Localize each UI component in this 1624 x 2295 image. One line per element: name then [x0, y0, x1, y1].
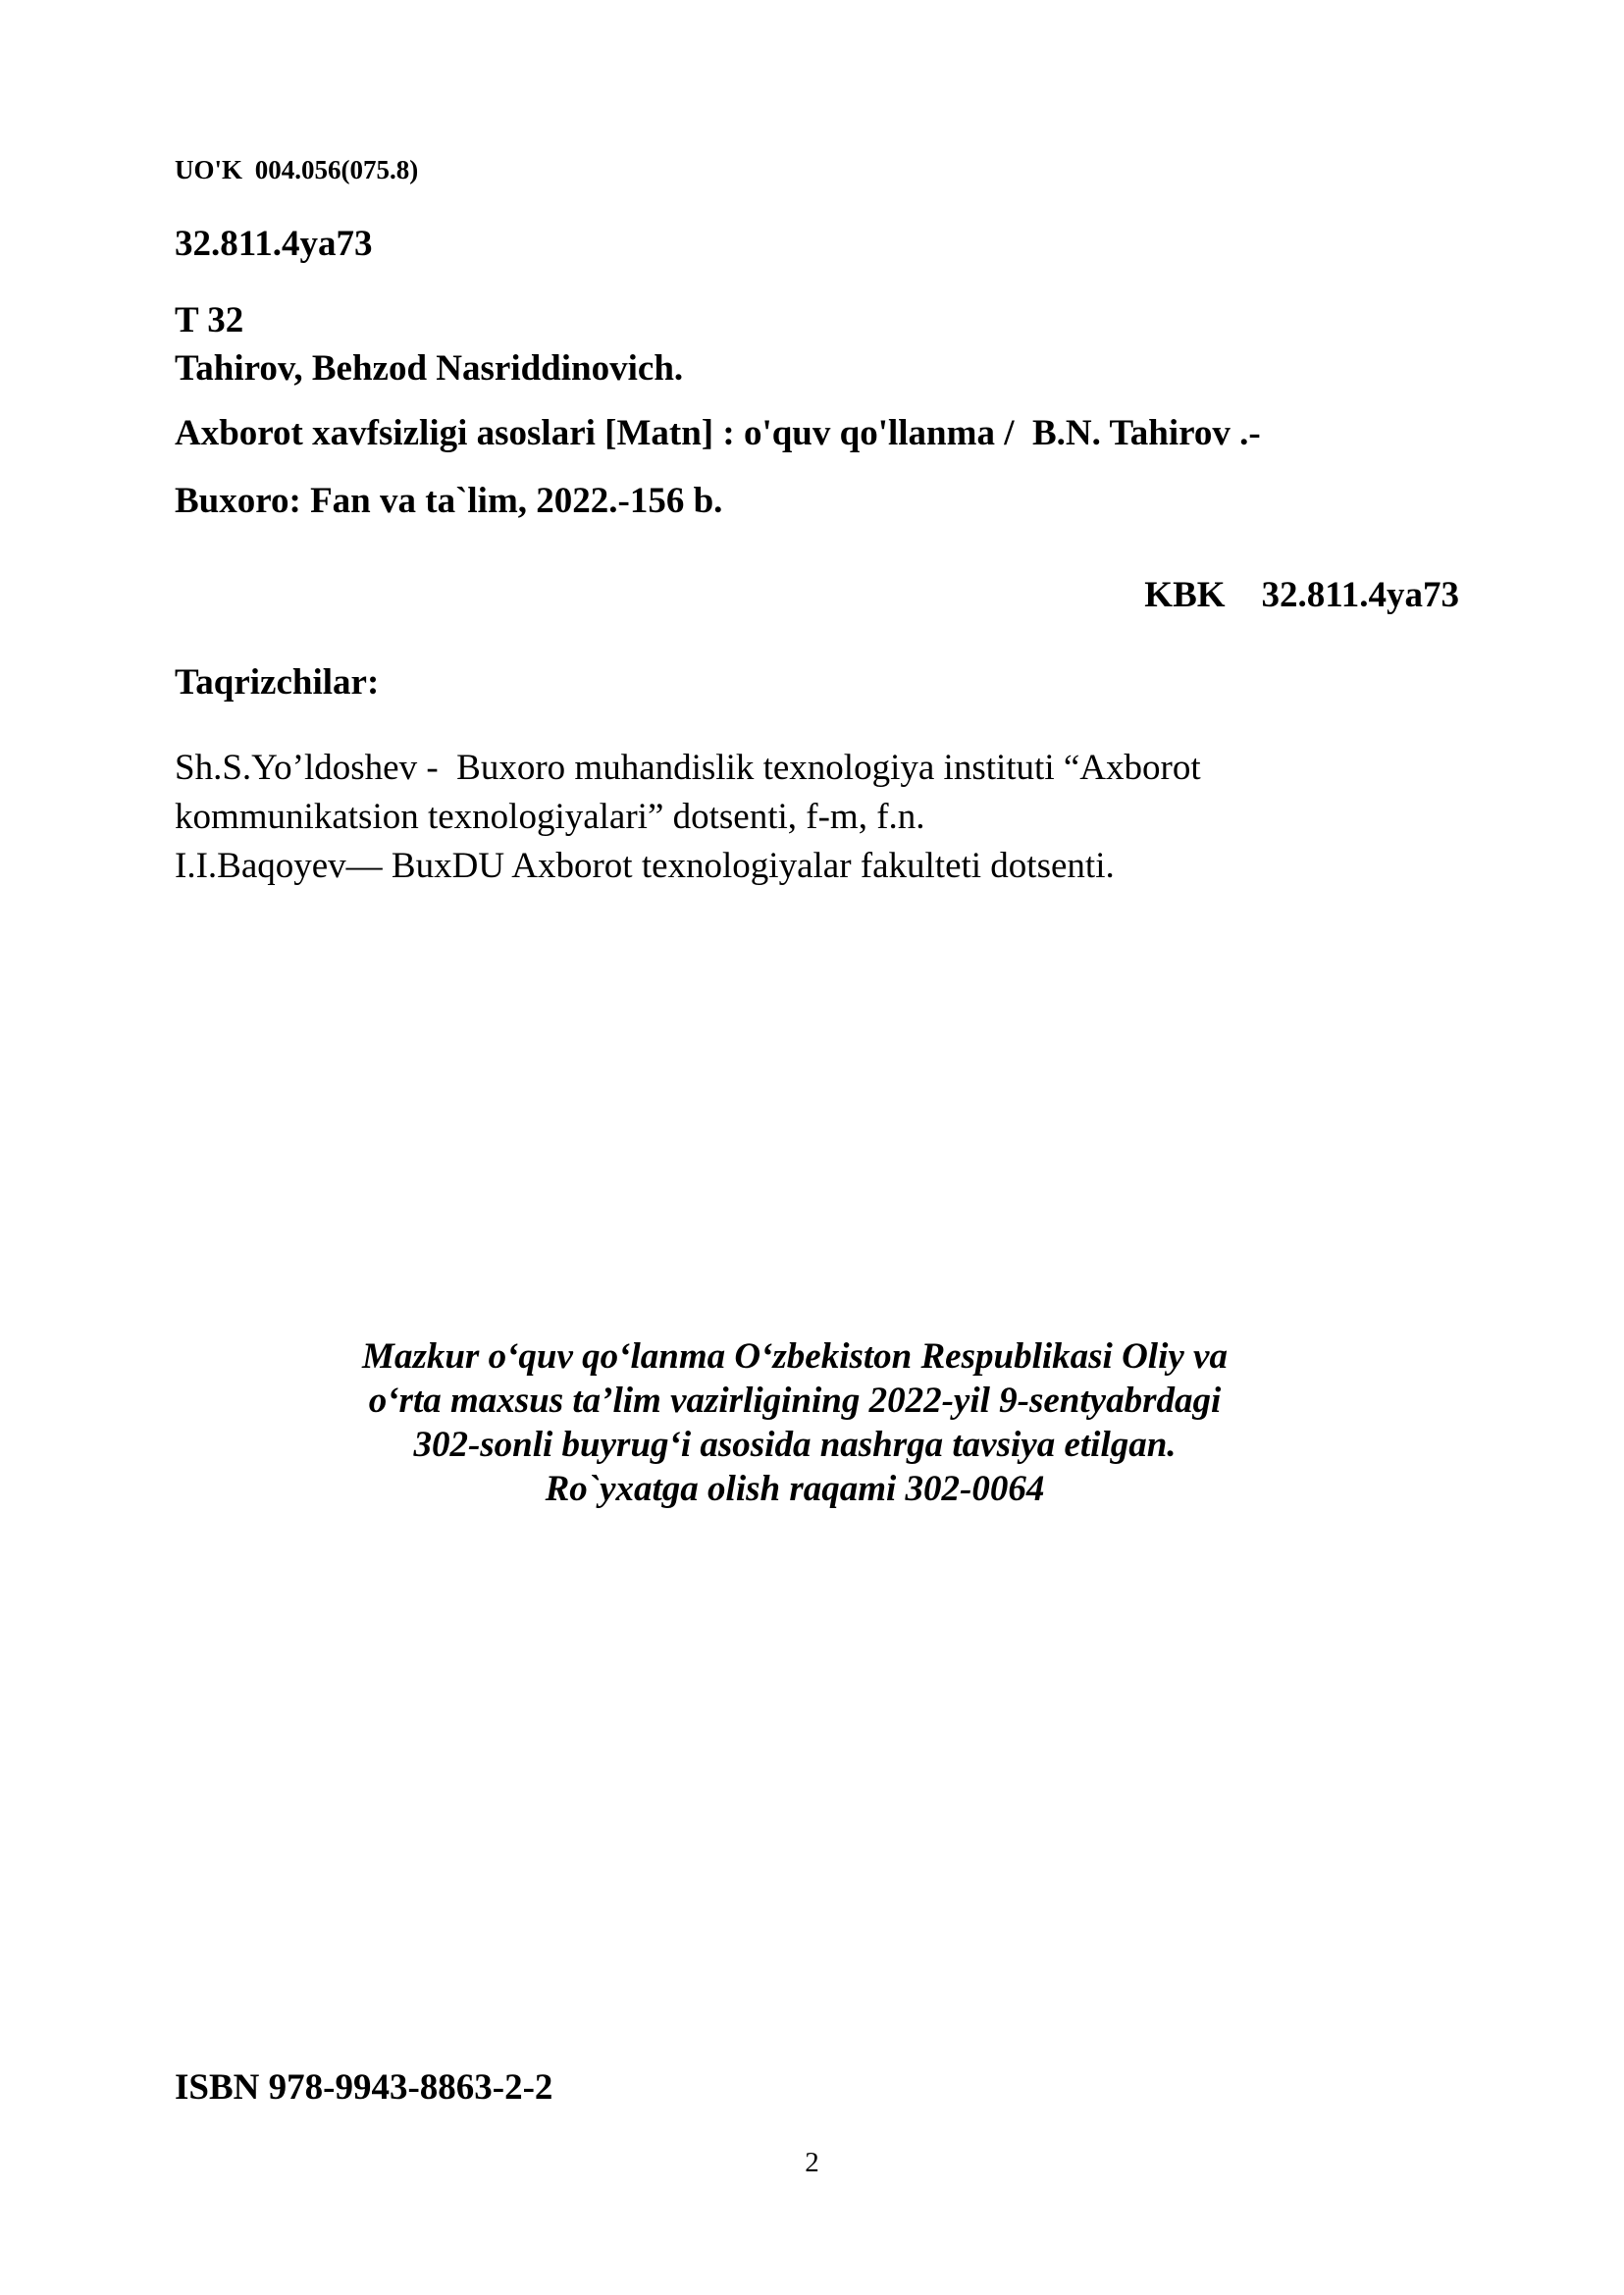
reviewer-line: I.I.Baqoyev— BuxDU Axborot texnologiyalar fakulteti dotsenti. — [175, 846, 1115, 886]
approval-line: 302-sonli buyrug‘i asosida nashrga tavsiya etilgan. — [413, 1425, 1177, 1465]
udk-code: UO'K 004.056(075.8) — [175, 155, 419, 184]
approval-line: Mazkur o‘quv qo‘lanma O‘zbekiston Respublikasi Oliy va — [362, 1336, 1228, 1377]
reviewers-heading: Taqrizchilar: — [175, 662, 380, 703]
approval-line: o‘rta maxsus ta’lim vazirligining 2022-yil 9-sentyabrdagi — [368, 1381, 1222, 1421]
publication-line: Buxoro: Fan va ta`lim, 2022.-156 b. — [175, 481, 723, 521]
reviewer-line: Sh.S.Yo’ldoshev - Buxoro muhandislik texnologiya instituti “Axborot — [175, 748, 1201, 788]
isbn: ISBN 978-9943-8863-2-2 — [175, 2067, 553, 2108]
page-number: 2 — [805, 2147, 819, 2178]
reviewer-line: kommunikatsion texnologiyalari” dotsenti, f-m, f.n. — [175, 797, 925, 837]
author-name: Tahirov, Behzod Nasriddinovich. — [175, 348, 684, 389]
approval-statement — [304, 1334, 1285, 1511]
author-mark: T 32 — [175, 300, 244, 340]
approval-line: Ro`yxatga olish raqami 302-0064 — [545, 1469, 1045, 1509]
bbk-code: 32.811.4ya73 — [175, 224, 373, 264]
kbk-code: KBK 32.811.4ya73 — [1144, 575, 1459, 615]
reviewers-list — [175, 744, 1201, 891]
book-title-line: Axborot xavfsizligi asoslari [Matn] : o'quv qo'llanma / B.N. Tahirov .- — [175, 413, 1261, 453]
